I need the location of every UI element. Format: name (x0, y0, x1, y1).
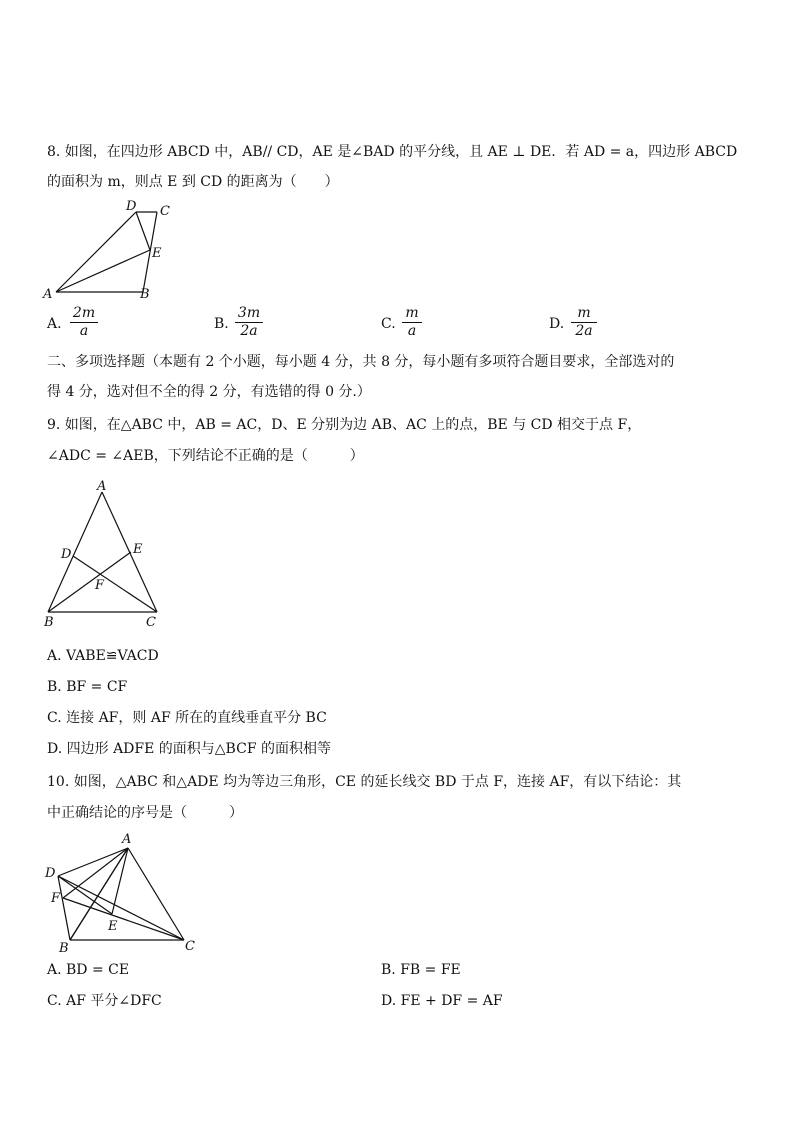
q9-label-E: E (133, 542, 143, 557)
q8-stem-line1: 8. 如图，在四边形 ABCD 中，AB// CD，AE 是∠BAD 的平分线，且 AE ⊥ DE．若 AD = a，四边形 ABCD (47, 144, 738, 160)
q9-option-c[interactable]: C. 连接 AF，则 AF 所在的直线垂直平分 BC (47, 710, 327, 726)
q10-option-c[interactable]: C. AF 平分∠DFC (47, 993, 162, 1009)
fraction: $\frac{m}{2a}$ (571, 305, 597, 340)
fraction: $\frac{2m}{a}$ (70, 305, 98, 340)
fraction: $\frac{3m}{2a}$ (235, 305, 263, 340)
q8-stem-line2: 的面积为 m，则点 E 到 CD 的距离为（ ） (47, 174, 339, 190)
q9-option-a[interactable]: A. VABE≌VACD (47, 648, 159, 664)
q9-figure (38, 478, 168, 630)
q10-label-D: D (45, 866, 56, 881)
q10-label-C: C (185, 939, 195, 954)
q9-label-D: D (61, 547, 72, 562)
section2-header-line2: 得 4 分，选对但不全的得 2 分，有选错的得 0 分.） (47, 384, 371, 400)
q10-option-a[interactable]: A. BD = CE (47, 962, 130, 978)
section2-header-line1: 二、多项选择题（本题有 2 个小题，每小题 4 分，共 8 分，每小题有多项符合题目要求，全部选对的 (47, 354, 675, 370)
q8-label-E: E (152, 246, 162, 261)
option-letter: C. (381, 316, 396, 332)
q10-label-A: A (122, 832, 132, 847)
q10-label-B: B (59, 941, 69, 954)
q10-label-F: F (51, 891, 61, 906)
option-letter: B. (214, 316, 229, 332)
fraction: $\frac{m}{a}$ (402, 305, 422, 340)
q8-label-C: C (160, 204, 170, 219)
q10-option-d[interactable]: D. FE + DF = AF (381, 993, 503, 1009)
option-letter: D. (549, 316, 565, 332)
q8-figure (40, 198, 180, 302)
q10-figure (42, 828, 202, 954)
q9-label-A: A (97, 479, 107, 494)
q8-label-D: D (126, 199, 137, 214)
q8-label-A: A (43, 287, 53, 302)
q9-stem-line2: ∠ADC = ∠AEB，下列结论不正确的是（ ） (47, 448, 364, 464)
q9-stem-line1: 9. 如图，在△ABC 中，AB = AC，D、E 分别为边 AB、AC 上的点，BE 与 CD 相交于点 F， (47, 417, 642, 433)
q9-label-C: C (146, 615, 156, 630)
q10-option-b[interactable]: B. FB = FE (381, 962, 461, 978)
q10-stem-line1: 10. 如图，△ABC 和△ADE 均为等边三角形，CE 的延长线交 BD 于点 F，连接 AF，有以下结论：其 (47, 774, 682, 790)
q10-label-E: E (108, 919, 118, 934)
option-letter: A. (47, 316, 62, 332)
q9-option-b[interactable]: B. BF = CF (47, 679, 128, 695)
q10-stem-line2: 中正确结论的序号是（ ） (47, 805, 243, 821)
q8-label-B: B (140, 287, 150, 302)
q9-label-B: B (44, 615, 54, 630)
q9-label-F: F (95, 578, 105, 593)
q9-option-d[interactable]: D. 四边形 ADFE 的面积与△BCF 的面积相等 (47, 741, 331, 757)
